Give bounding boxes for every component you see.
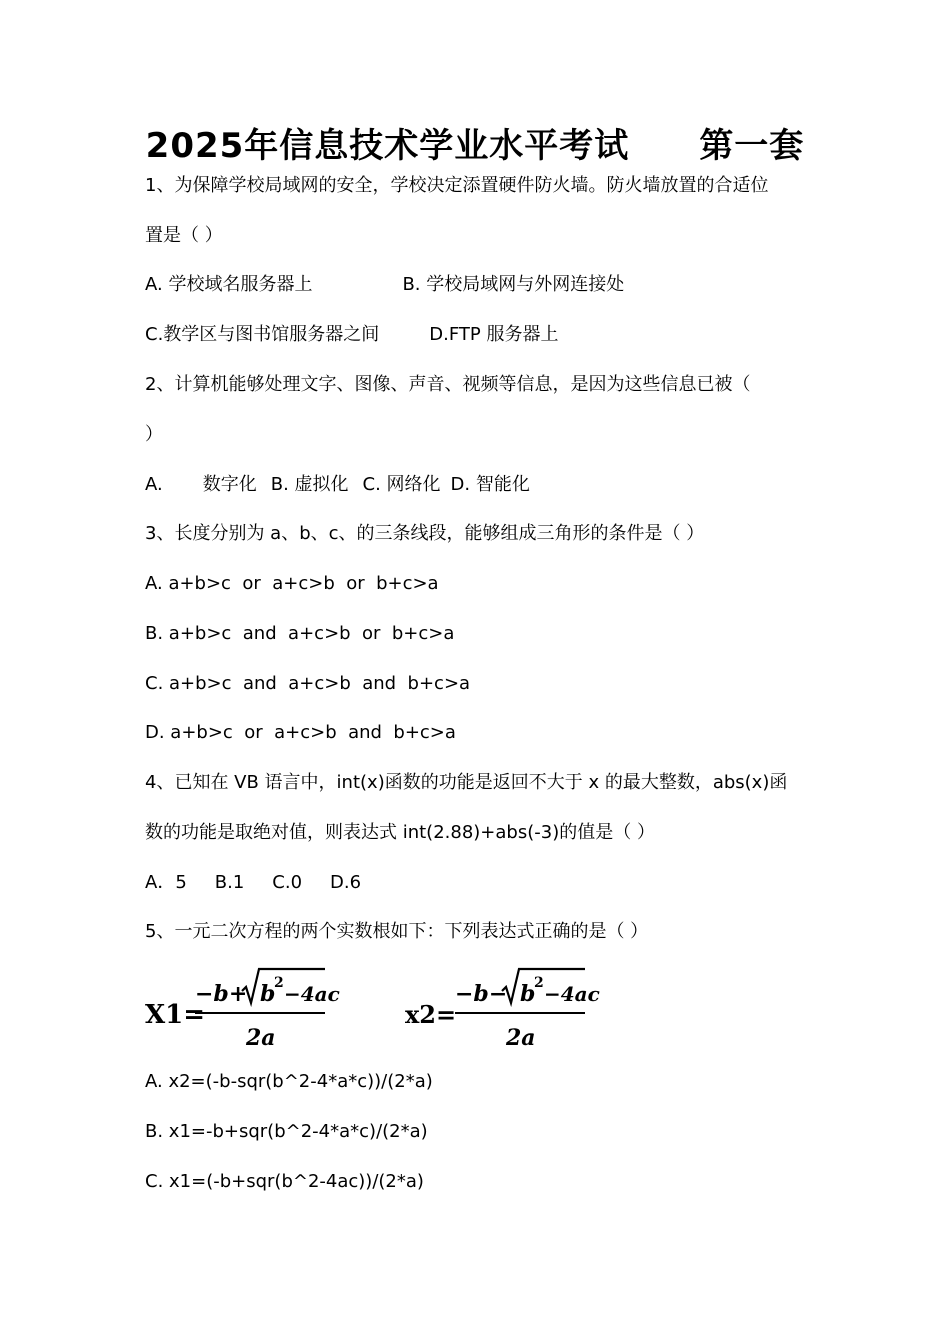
q3-option-c: C. a+b>c and a+c>b and b+c>a <box>145 673 471 694</box>
q4-stem-line2: 数的功能是取绝对值，则表达式 int(2.88)+abs(-3)的值是（ ） <box>145 822 655 843</box>
q4-stem-line1: 4、已知在 VB 语言中，int(x)函数的功能是返回不大于 x 的最大整数，abs(x)函 <box>145 772 788 793</box>
q5-stem: 5、一元二次方程的两个实数根如下：下列表达式正确的是（ ） <box>145 921 649 942</box>
q1-stem-line2: 置是（ ） <box>145 225 223 246</box>
q1-options-row1 <box>145 273 624 297</box>
q3-stem: 3、长度分别为 a、b、c、的三条线段，能够组成三角形的条件是（ ） <box>145 523 705 544</box>
q4-options <box>145 871 361 895</box>
q1-option-a: A. 学校域名服务器上 <box>145 274 313 295</box>
formula-x1-radicand-exp: 2 <box>274 975 284 991</box>
q4-option-b: B.1 <box>214 872 245 893</box>
formula-x1-denominator: 2a <box>246 1025 276 1051</box>
q2-option-a-label: A. <box>145 474 163 495</box>
q2-option-d: D. 智能化 <box>450 474 530 495</box>
q1-stem-line1: 1、为保障学校局域网的安全，学校决定添置硬件防火墙。防火墙放置的合适位 <box>145 175 769 196</box>
q5-option-b: B. x1=-b+sqr(b^2-4*a*c)/(2*a) <box>145 1121 428 1142</box>
q2-options <box>145 473 530 497</box>
q5-option-a: A. x2=(-b-sqr(b^2-4*a*c))/(2*a) <box>145 1071 433 1092</box>
formula-x2-lhs: x2= <box>405 1000 457 1029</box>
q1-option-b: B. 学校局域网与外网连接处 <box>402 274 625 295</box>
q2-stem-line2: ） <box>145 424 163 445</box>
q3-option-d: D. a+b>c or a+c>b and b+c>a <box>145 722 456 743</box>
q5-option-c: C. x1=(-b+sqr(b^2-4ac))/(2*a) <box>145 1171 424 1192</box>
formula-x1-lhs: X1= <box>145 1000 206 1030</box>
q2-option-c: C. 网络化 <box>362 474 441 495</box>
page-title-suffix: 第一套 <box>699 126 805 166</box>
q4-option-d: D.6 <box>330 872 362 893</box>
formula-x2-num-prefix: −b− <box>455 981 508 1007</box>
formula-x2-denominator: 2a <box>506 1025 536 1051</box>
q5-formula-x2 <box>403 963 600 1055</box>
formula-x2-radicand-b: b <box>520 981 536 1007</box>
page-title <box>0 118 950 167</box>
q1-options-row2 <box>145 323 559 347</box>
q3-option-b: B. a+b>c and a+c>b or b+c>a <box>145 623 455 644</box>
q5-formula-x1 <box>143 963 340 1055</box>
formula-x1-svg <box>143 963 340 1055</box>
q2-stem-line1: 2、计算机能够处理文字、图像、声音、视频等信息，是因为这些信息已被（ <box>145 374 751 395</box>
q1-option-c: C.教学区与图书馆服务器之间 <box>145 324 380 345</box>
page-title-main: 2025年信息技术学业水平考试 <box>145 126 630 166</box>
formula-x2-radicand-exp: 2 <box>534 975 544 991</box>
q3-option-a: A. a+b>c or a+c>b or b+c>a <box>145 573 439 594</box>
q2-option-a-text: 数字化 <box>202 474 257 495</box>
formula-x1-radicand-b: b <box>260 981 276 1007</box>
formula-x1-radicand-rest: −4ac <box>284 982 340 1006</box>
formula-x2-svg <box>403 963 600 1055</box>
q2-option-b: B. 虚拟化 <box>270 474 349 495</box>
q4-option-c: C.0 <box>272 872 303 893</box>
formula-x2-radicand-rest: −4ac <box>544 982 600 1006</box>
formula-x1-num-prefix: −b+ <box>195 981 248 1007</box>
q4-option-a: A．5 <box>145 872 187 893</box>
q1-option-d: D.FTP 服务器上 <box>429 324 559 345</box>
